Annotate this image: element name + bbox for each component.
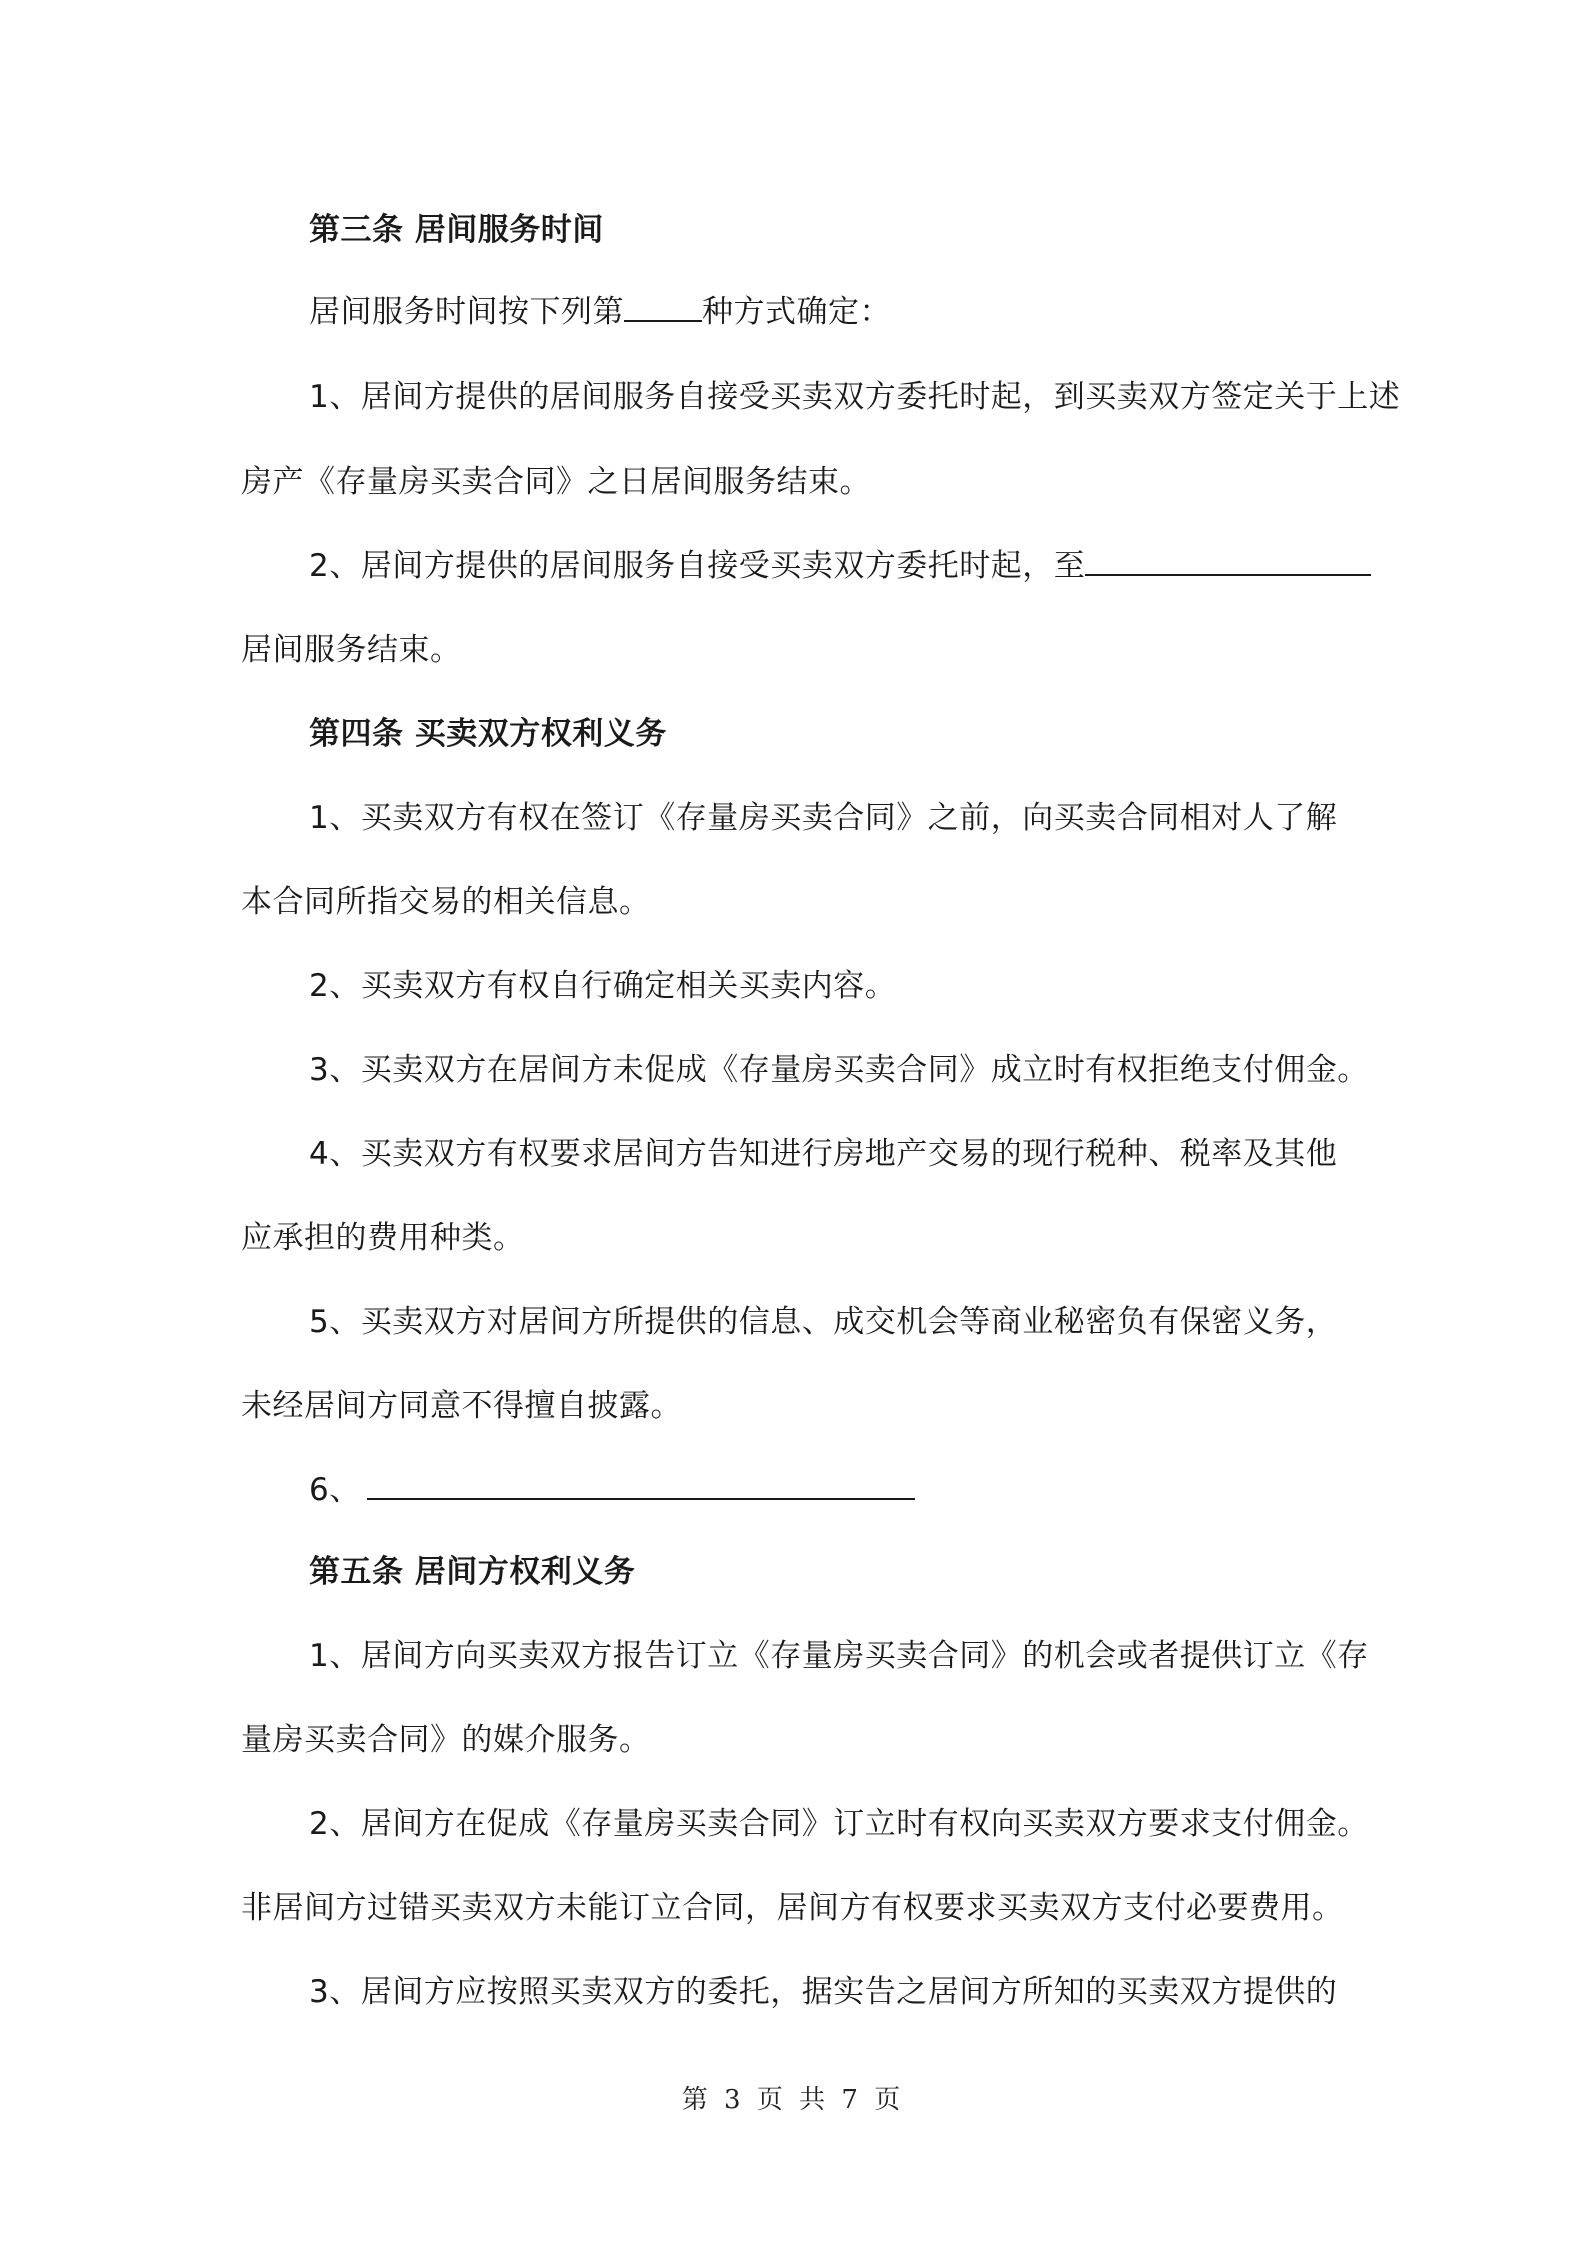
- article5-item3-line1: 3、居间方应按照买卖双方的委托，据实告之居间方所知的买卖双方提供的: [309, 1974, 1338, 2010]
- article4-heading: 第四条 买卖双方权利义务: [309, 716, 667, 752]
- article5-item2-line2: 非居间方过错买卖双方未能订立合同，居间方有权要求买卖双方支付必要费用。: [241, 1890, 1344, 1926]
- article4-item3: 3、买卖双方在居间方未促成《存量房买卖合同》成立时有权拒绝支付佣金。: [309, 1052, 1369, 1088]
- article3-item1-line2: 房产《存量房买卖合同》之日居间服务结束。: [241, 464, 871, 500]
- article3-item1-line1: 1、居间方提供的居间服务自接受买卖双方委托时起，到买卖双方签定关于上述: [309, 379, 1401, 415]
- item6-blank: [367, 1470, 915, 1500]
- article5-heading: 第五条 居间方权利义务: [309, 1554, 636, 1590]
- article5-item1-line1: 1、居间方向买卖双方报告订立《存量房买卖合同》的机会或者提供订立《存: [309, 1638, 1369, 1674]
- article4-item4-line2: 应承担的费用种类。: [241, 1220, 525, 1256]
- article3-item2-line2: 居间服务结束。: [241, 632, 462, 668]
- article4-item1-line1: 1、买卖双方有权在签订《存量房买卖合同》之前，向买卖合同相对人了解: [309, 800, 1338, 836]
- article5-item2-line1: 2、居间方在促成《存量房买卖合同》订立时有权向买卖双方要求支付佣金。: [309, 1806, 1369, 1842]
- article3-intro-after: 种方式确定：: [702, 294, 891, 330]
- page-number-footer: 第 3 页 共 7 页: [681, 2085, 905, 2115]
- article4-item5-line2: 未经居间方同意不得擅自披露。: [241, 1388, 682, 1424]
- article4-item6-prefix: 6、: [309, 1472, 361, 1508]
- article3-intro-before: 居间服务时间按下列第: [309, 294, 624, 330]
- article3-item2-line1: [309, 546, 1371, 586]
- article3-item2-text: 2、居间方提供的居间服务自接受买卖双方委托时起，至: [309, 548, 1086, 584]
- article4-item1-line2: 本合同所指交易的相关信息。: [241, 884, 651, 920]
- article4-item4-line1: 4、买卖双方有权要求居间方告知进行房地产交易的现行税种、税率及其他: [309, 1136, 1338, 1172]
- article4-item6: [309, 1470, 915, 1510]
- service-end-blank: [1085, 546, 1371, 576]
- article3-intro: [309, 292, 891, 332]
- article4-item5-line1: 5、买卖双方对居间方所提供的信息、成交机会等商业秘密负有保密义务，: [309, 1304, 1338, 1340]
- method-number-blank: [624, 292, 702, 322]
- article3-heading: 第三条 居间服务时间: [309, 212, 604, 248]
- article4-item2: 2、买卖双方有权自行确定相关买卖内容。: [309, 968, 897, 1004]
- article5-item1-line2: 量房买卖合同》的媒介服务。: [241, 1722, 651, 1758]
